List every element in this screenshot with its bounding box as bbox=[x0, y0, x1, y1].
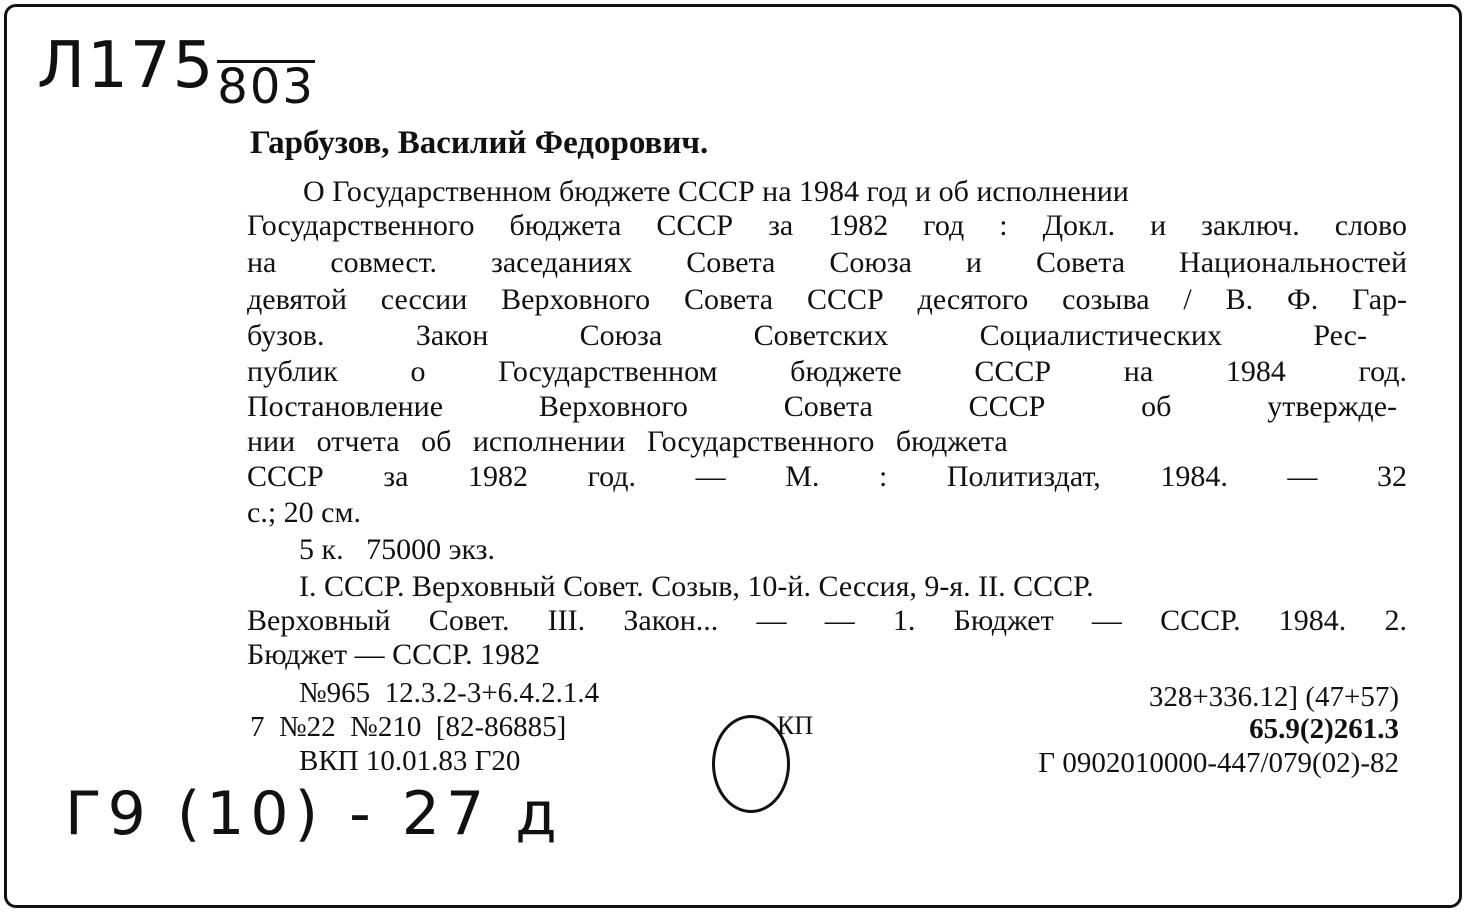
handwritten-call-number: Л175803 bbox=[37, 29, 315, 115]
body-line: О Государственном бюджете СССР на 1984 год и об исполнении bbox=[303, 175, 1129, 208]
body-line: Государственного бюджета СССР за 1982 год : Докл. и заключ. слово bbox=[247, 209, 1407, 242]
body-line: на совмест. заседаниях Совета Союза и Совета Национальностей bbox=[247, 246, 1407, 279]
handwritten-note: Г9 (10) - 27 д bbox=[65, 779, 563, 849]
code-line-right: 65.9(2)261.3 bbox=[1249, 713, 1399, 745]
price-line: 5 к. 75000 экз. bbox=[299, 533, 495, 566]
code-line-left: №965 12.3.2-3+6.4.2.1.4 bbox=[299, 677, 600, 709]
body-line: публик о Государственном бюджете СССР на 1984 год. bbox=[247, 355, 1407, 388]
code-line-left: ВКП 10.01.83 Г20 bbox=[299, 745, 521, 777]
code-line-left: 7 №22 №210 [82-86885] bbox=[250, 711, 567, 743]
catalog-card bbox=[4, 4, 1462, 908]
subject-line: Бюджет — СССР. 1982 bbox=[247, 638, 541, 671]
body-line: с.; 20 см. bbox=[247, 496, 361, 529]
body-line: СССР за 1982 год. — М. : Политиздат, 1984. — 32 bbox=[247, 460, 1407, 493]
subject-line: I. СССР. Верховный Совет. Созыв, 10-й. Сессия, 9-я. II. СССР. bbox=[299, 570, 1094, 603]
body-line: девятой сессии Верховного Совета СССР десятого созыва / В. Ф. Гар- bbox=[247, 283, 1407, 316]
subject-line: Верховный Совет. III. Закон... — — 1. Бюджет — СССР. 1984. 2. bbox=[247, 604, 1407, 637]
body-line: Постановление Верховного Совета СССР об утвержде- bbox=[247, 390, 1397, 423]
author-heading: Гарбузов, Василий Федорович. bbox=[250, 125, 709, 161]
body-line: бузов. Закон Союза Советских Социалистических Рес- bbox=[247, 319, 1367, 352]
body-line: нии отчета об исполнении Государственного бюджета bbox=[247, 425, 1008, 458]
code-line-right: Г 0902010000-447/079(02)-82 bbox=[1038, 747, 1399, 779]
stamp-code: КП bbox=[777, 711, 814, 740]
code-line-right: 328+336.12] (47+57) bbox=[1148, 681, 1399, 713]
